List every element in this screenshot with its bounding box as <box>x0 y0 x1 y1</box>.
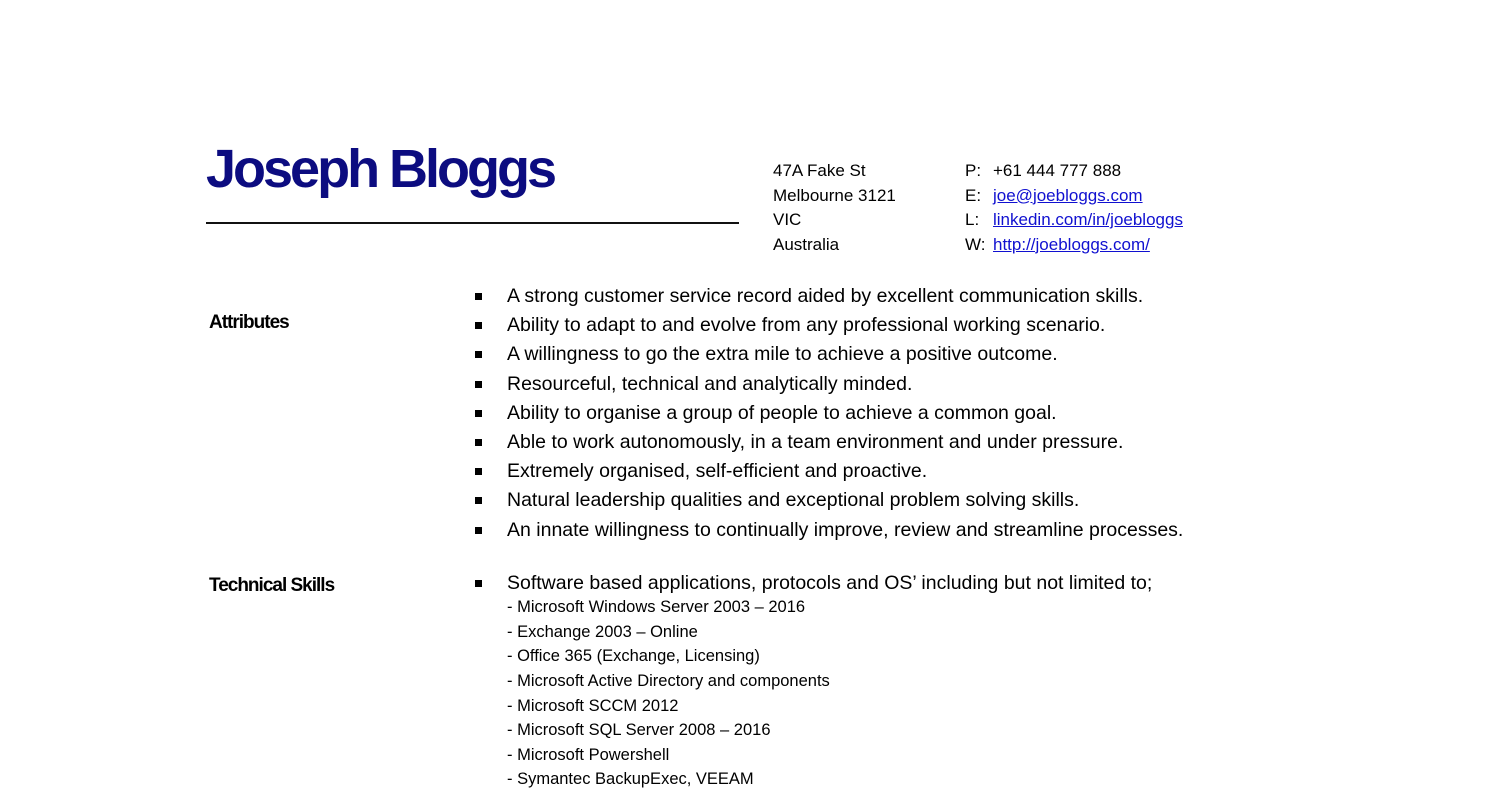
technical-skill-item: - Symantec BackupExec, VEEAM <box>507 770 754 789</box>
technical-skills-list <box>475 569 1152 792</box>
phone-row <box>965 159 1183 184</box>
attribute-item: A willingness to go the extra mile to achieve a positive outcome. <box>475 340 1183 369</box>
attribute-item: Extremely organised, self-efficient and proactive. <box>475 457 1183 486</box>
address-line: VIC <box>773 210 802 229</box>
linkedin-link[interactable]: linkedin.com/in/joebloggs <box>993 210 1183 229</box>
attribute-item: An innate willingness to continually improve, review and streamline processes. <box>475 516 1183 545</box>
address-line: Australia <box>773 234 840 254</box>
contact-block <box>965 159 1183 257</box>
technical-skill-item: - Microsoft Active Directory and components <box>507 671 830 690</box>
phone-value: +61 444 777 888 <box>993 161 1122 180</box>
attribute-item: Resourceful, technical and analytically minded. <box>475 370 1183 399</box>
technical-skill-item: - Microsoft Powershell <box>507 745 670 764</box>
contact-label: W: <box>965 234 986 254</box>
contact-label: L: <box>965 210 980 229</box>
linkedin-row <box>965 208 1183 233</box>
technical-skill-item: - Office 365 (Exchange, Licensing) <box>507 647 760 666</box>
technical-skill-item: - Microsoft SCCM 2012 <box>507 696 679 715</box>
attribute-item: A strong customer service record aided by excellent communication skills. <box>475 282 1183 311</box>
website-row <box>965 233 1183 258</box>
technical-skills-heading: Technical Skills <box>209 575 335 596</box>
technical-skill-item: - Microsoft Windows Server 2003 – 2016 <box>507 598 806 617</box>
attributes-list <box>475 282 1183 545</box>
address-line: Melbourne 3121 <box>773 185 896 205</box>
address-block <box>773 159 896 257</box>
attributes-heading: Attributes <box>209 312 289 333</box>
attribute-item: Able to work autonomously, in a team environment and under pressure. <box>475 428 1183 457</box>
attribute-item: Ability to adapt to and evolve from any professional working scenario. <box>475 311 1183 340</box>
technical-lead-item: Software based applications, protocols and OS’ including but not limited to; <box>475 569 1152 598</box>
technical-skill-item: - Microsoft SQL Server 2008 – 2016 <box>507 721 771 740</box>
contact-label: E: <box>965 185 982 205</box>
candidate-name: Joseph Bloggs <box>206 139 555 199</box>
email-link[interactable]: joe@joebloggs.com <box>993 185 1143 205</box>
attribute-item: Ability to organise a group of people to achieve a common goal. <box>475 399 1183 428</box>
header-divider <box>206 222 739 224</box>
address-line: 47A Fake St <box>773 161 866 180</box>
website-link[interactable]: http://joebloggs.com/ <box>993 234 1150 254</box>
technical-skill-item: - Exchange 2003 – Online <box>507 622 698 641</box>
contact-label: P: <box>965 161 982 180</box>
attribute-item: Natural leadership qualities and exceptional problem solving skills. <box>475 486 1183 515</box>
email-row <box>965 184 1183 209</box>
